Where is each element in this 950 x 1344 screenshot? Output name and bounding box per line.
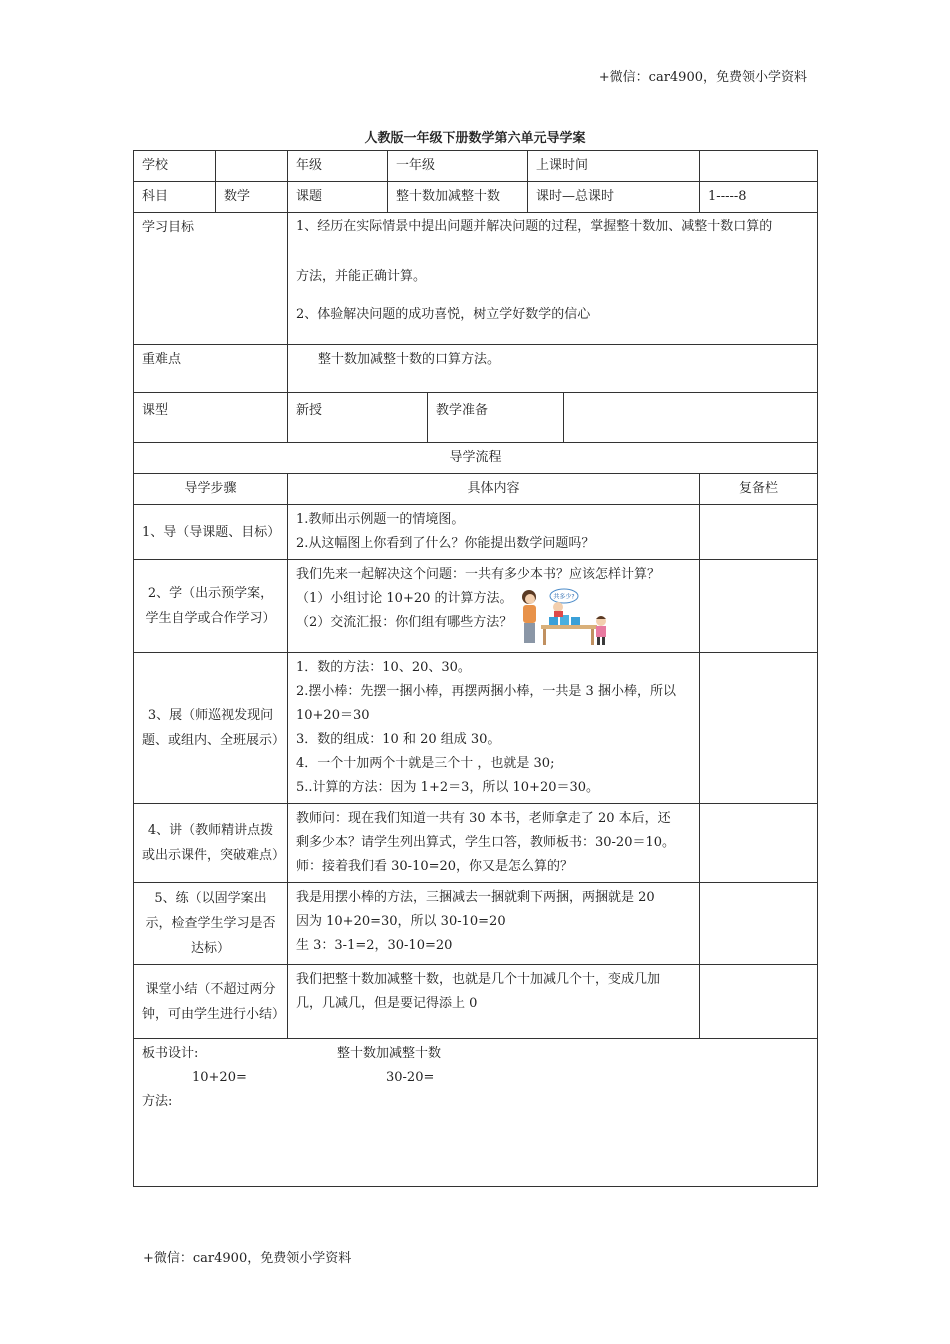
step-content [288,505,700,560]
col-content-header: 具体内容 [288,474,700,505]
content-line: 10+20＝30 [296,708,370,723]
lesson-type-value: 新授 [288,393,428,443]
step-label: 课堂小结（不超过两分钟，可由学生进行小结） [134,965,288,1039]
lesson-plan-table [133,150,818,1187]
content-line: （1）小组讨论 10+20 的计算方法。 [296,591,513,606]
notes-cell [700,804,818,883]
goal-line: 2、体验解决问题的成功喜悦，树立学好数学的信心 [296,307,591,322]
footer-note: +微信：car4900，免费领小学资料 [143,1251,352,1266]
key-points-label: 重难点 [134,345,288,393]
content-line: 因为 10+20=30，所以 30-10=20 [296,914,506,929]
content-line: 师：接着我们看 30-10=20，你又是怎么算的？ [296,859,574,874]
topic-label: 课题 [288,182,388,213]
goal-line: 方法，并能正确计算。 [296,269,427,284]
goals-label: 学习目标 [134,213,288,345]
notes-cell [700,883,818,965]
speech-bubble-text: 共多少? [552,593,575,601]
flow-title: 导学流程 [134,443,818,474]
page-title: 人教版一年级下册数学第六单元导学案 [364,131,586,146]
grade-label: 年级 [288,151,388,182]
board-method-label: 方法: [142,1094,173,1109]
content-line: 我们先来一起解决这个问题：一共有多少本书？应该怎样计算？ [296,567,661,582]
step-content [288,560,700,653]
lesson-type-label: 课型 [134,393,288,443]
step-content [288,883,700,965]
content-line: 我们把整十数加减整十数，也就是几个十加减几个十，变成几加 [296,972,661,987]
notes-cell [700,653,818,804]
content-line: 生 3：3-1=2，30-10=20 [296,938,453,953]
col-steps-header: 导学步骤 [134,474,288,505]
step-content [288,653,700,804]
col-notes-header: 复备栏 [700,474,818,505]
content-line: 3．数的组成：10 和 20 组成 30。 [296,732,501,747]
board-heading: 整十数加减整十数 [337,1046,442,1061]
board-expression: 30-20= [386,1070,435,1085]
topic-value: 整十数加减整十数 [388,182,528,213]
period-label: 课时—总课时 [528,182,700,213]
class-time-label: 上课时间 [528,151,700,182]
content-line: 5..计算的方法：因为 1+2＝3，所以 10+20＝30。 [296,780,600,795]
subject-value: 数学 [216,182,288,213]
step-label: 4、讲（教师精讲点拨或出示课件，突破难点） [134,804,288,883]
prep-label: 教学准备 [428,393,564,443]
goals-content [288,213,818,345]
header-note: +微信：car4900，免费领小学资料 [598,70,807,85]
key-points-value: 整十数加减整十数的口算方法。 [288,345,818,393]
board-label: 板书设计: [142,1046,199,1061]
notes-cell [700,560,818,653]
content-line: 剩多少本？请学生列出算式，学生口答，教师板书：30-20＝10。 [296,835,676,850]
board-expression: 10+20= [192,1070,247,1085]
content-line: 1．数的方法：10、20、30。 [296,660,471,675]
prep-value [564,393,818,443]
notes-cell [700,505,818,560]
content-line: 我是用摆小棒的方法，三捆减去一捆就剩下两捆，两捆就是 20 [296,890,655,905]
step-content [288,804,700,883]
step-label: 1、导（导课题、目标） [134,505,288,560]
grade-value: 一年级 [388,151,528,182]
content-line: （2）交流汇报：你们组有哪些方法？ [296,615,513,630]
notes-cell [700,965,818,1039]
content-line: 2.从这幅图上你看到了什么？你能提出数学问题吗？ [296,536,595,551]
classroom-illustration [515,587,611,649]
school-label: 学校 [134,151,216,182]
step-label: 2、学（出示预学案，学生自学或合作学习） [134,560,288,653]
step-content [288,965,700,1039]
content-line: 2.摆小棒：先摆一捆小棒，再摆两捆小棒，一共是 3 捆小棒，所以 [296,684,676,699]
board-design [134,1039,818,1187]
step-label: 5、练（以固学案出示，检查学生学习是否达标） [134,883,288,965]
content-line: 几，几减几，但是要记得添上 0 [296,996,478,1011]
school-value [216,151,288,182]
class-time-value [700,151,818,182]
content-line: 4．一个十加两个十就是三个十 ，也就是 30; [296,756,555,771]
subject-label: 科目 [134,182,216,213]
content-line: 1.教师出示例题一的情境图。 [296,512,465,527]
goal-line: 1、经历在实际情景中提出问题并解决问题的过程，掌握整十数加、减整十数口算的 [296,219,773,234]
content-line: 教师问：现在我们知道一共有 30 本书，老师拿走了 20 本后，还 [296,811,671,826]
step-label: 3、展（师巡视发现问题、或组内、全班展示） [134,653,288,804]
period-value: 1-----8 [700,182,818,213]
